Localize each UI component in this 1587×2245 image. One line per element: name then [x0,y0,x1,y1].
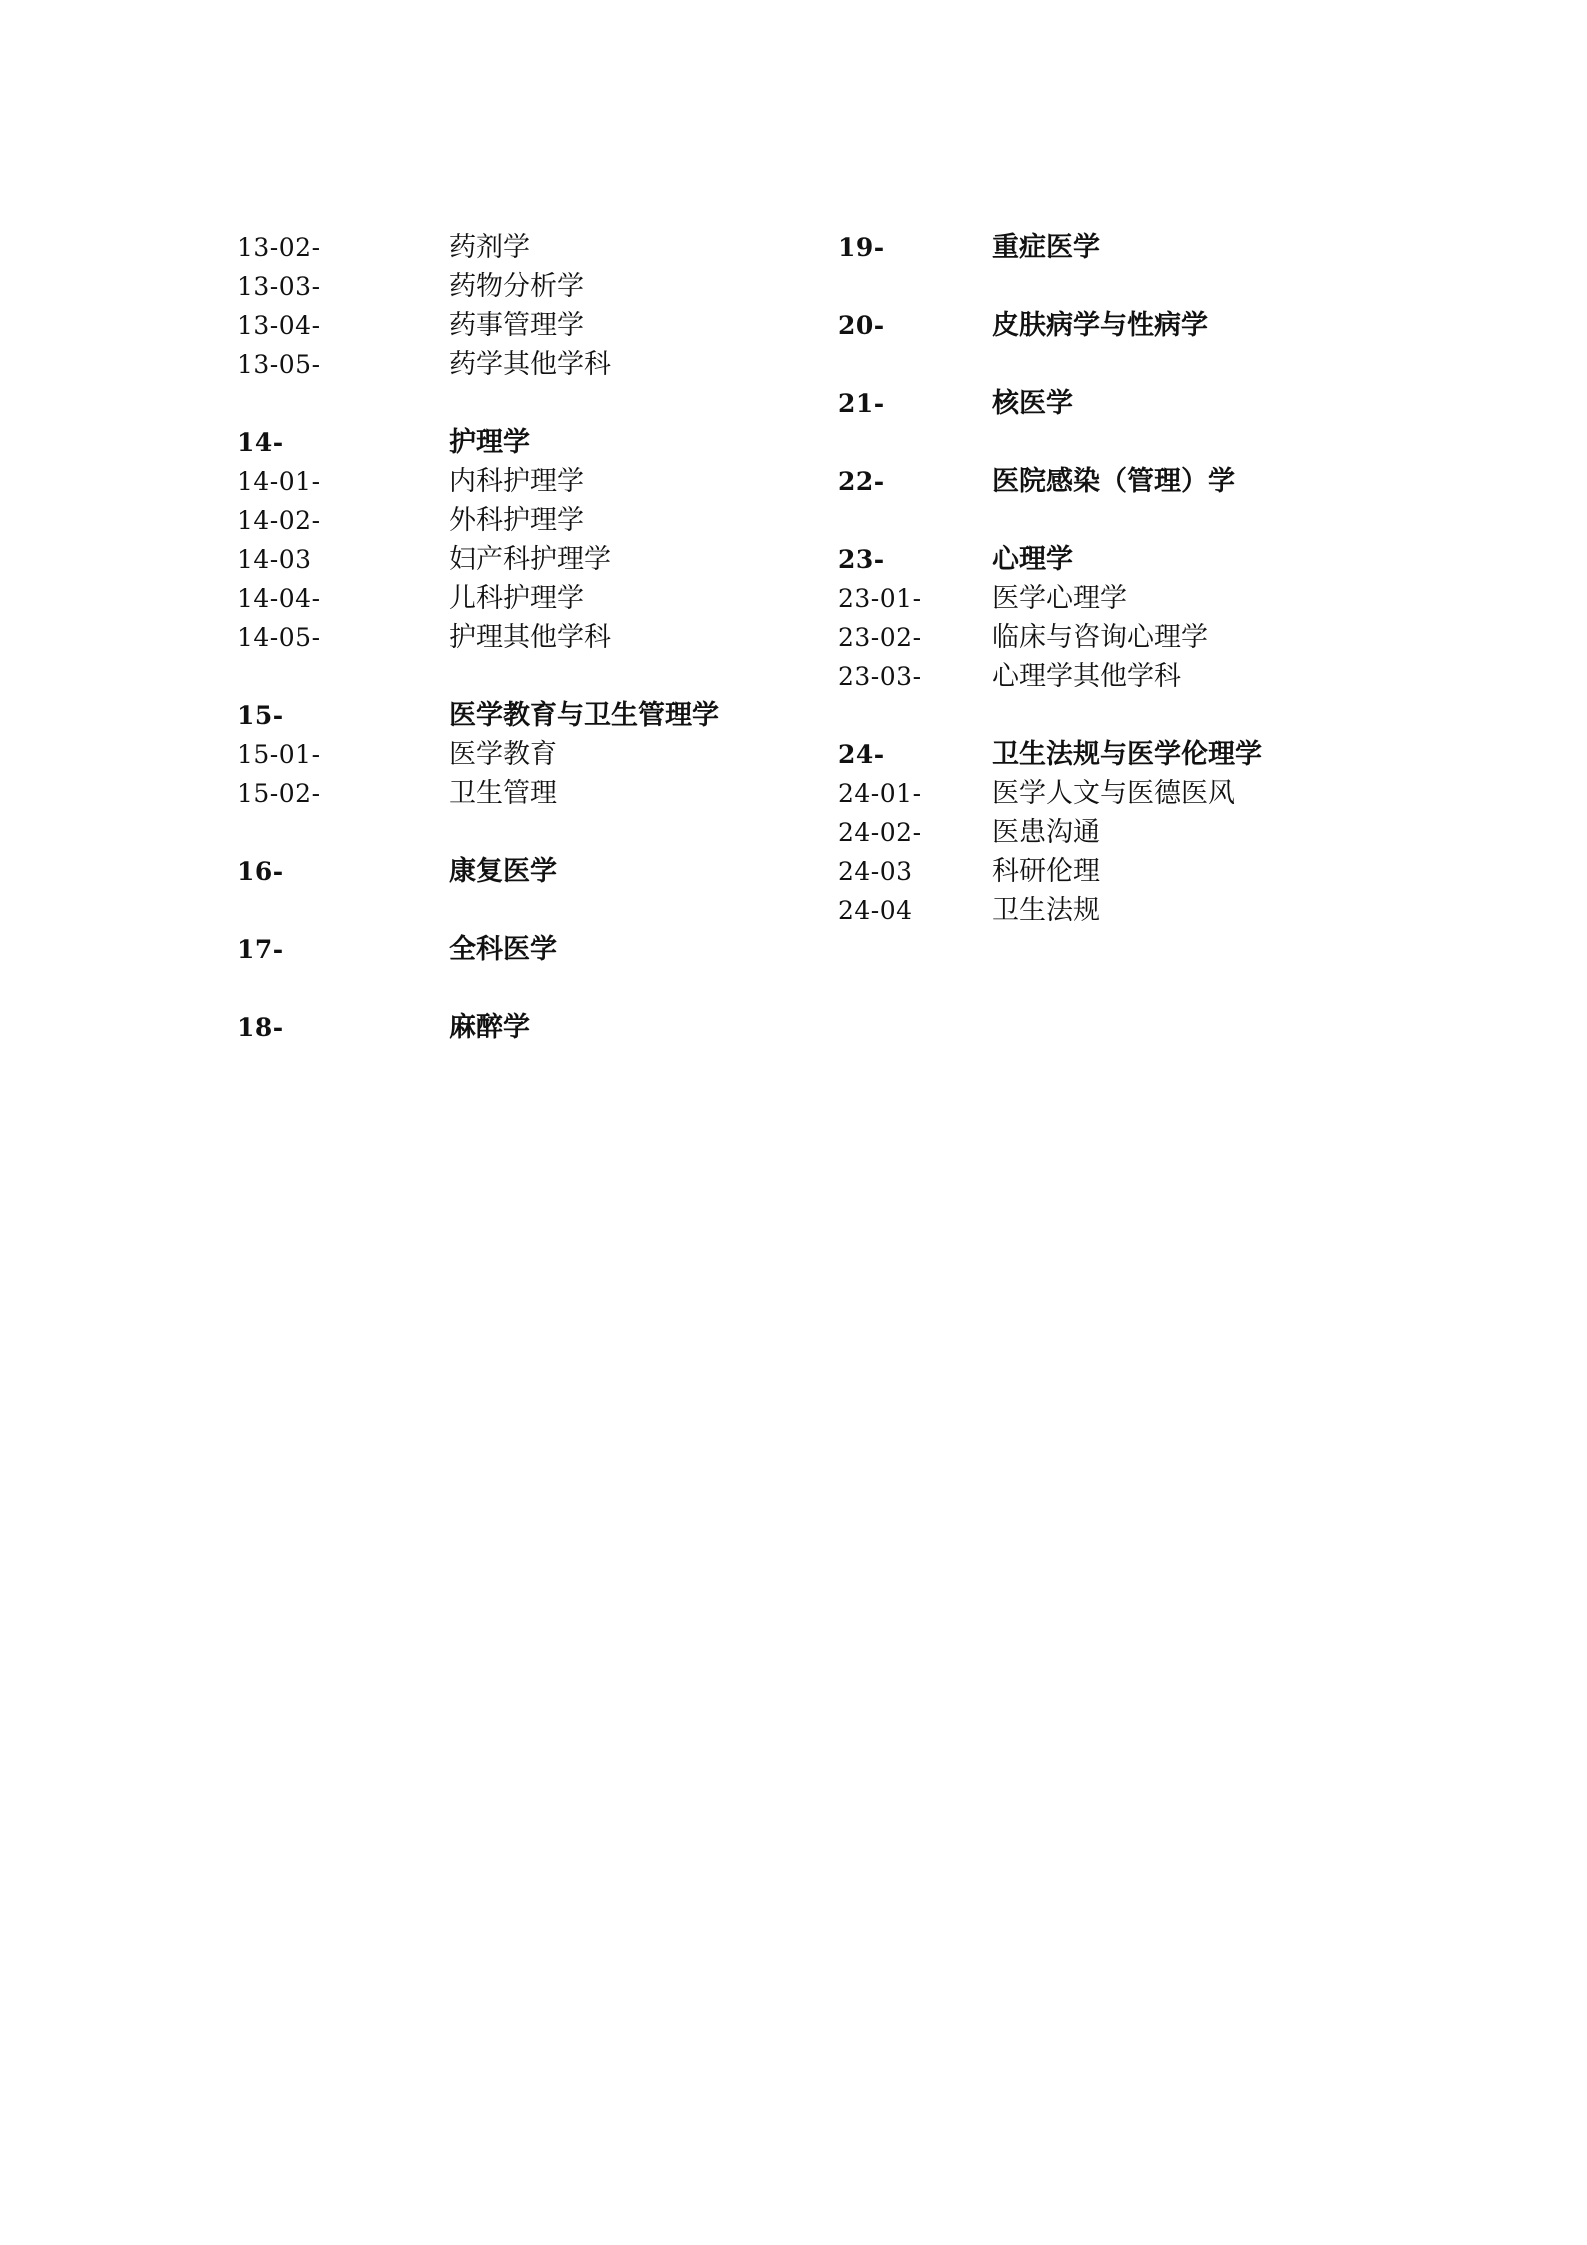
category-code: 18- [237,1013,284,1042]
category-code: 19- [838,233,885,262]
category-code: 17- [237,935,284,964]
category-code: 13-03- [237,272,321,301]
subcategory-item [237,618,797,657]
category-heading [237,423,797,462]
subcategory-item [838,813,1398,852]
category-code: 24-04 [838,896,913,925]
category-name: 科研伦理 [992,856,1100,887]
category-name: 卫生法规与医学伦理学 [992,739,1262,770]
category-code: 23-03- [838,662,922,691]
category-name: 外科护理学 [449,505,584,536]
category-name: 卫生法规 [992,895,1100,926]
category-heading [838,228,1398,267]
subcategory-item [237,735,797,774]
category-name: 卫生管理 [449,778,557,809]
category-code: 14-01- [237,467,321,496]
category-name: 医学人文与医德医风 [992,778,1235,809]
category-name: 重症医学 [992,232,1100,263]
subcategory-item [237,462,797,501]
section-spacer [237,813,797,852]
category-heading [838,540,1398,579]
subcategory-item [838,618,1398,657]
category-name: 药事管理学 [449,310,584,341]
category-name: 临床与咨询心理学 [992,622,1208,653]
left-column [237,228,797,1047]
category-code: 14- [237,428,284,457]
category-code: 15-02- [237,779,321,808]
section-spacer [237,384,797,423]
category-code: 14-04- [237,584,321,613]
category-name: 麻醉学 [449,1012,530,1043]
category-heading [237,852,797,891]
section-spacer [237,891,797,930]
category-code: 23-01- [838,584,922,613]
category-name: 药剂学 [449,232,530,263]
category-heading [237,1008,797,1047]
category-code: 13-05- [237,350,321,379]
category-name: 医学心理学 [992,583,1127,614]
category-name: 康复医学 [449,856,557,887]
subcategory-item [838,579,1398,618]
category-code: 14-05- [237,623,321,652]
category-name: 心理学 [992,544,1073,575]
section-spacer [838,345,1398,384]
section-spacer [237,657,797,696]
category-name: 全科医学 [449,934,557,965]
category-code: 16- [237,857,284,886]
category-code: 24-01- [838,779,922,808]
category-code: 20- [838,311,885,340]
category-name: 护理学 [449,427,530,458]
category-name: 医患沟通 [992,817,1100,848]
category-code: 14-02- [237,506,321,535]
category-code: 22- [838,467,885,496]
category-heading [237,696,797,735]
section-spacer [838,696,1398,735]
subcategory-item [237,228,797,267]
category-heading [237,930,797,969]
category-code: 15- [237,701,284,730]
subcategory-item [237,774,797,813]
category-code: 24-03 [838,857,913,886]
category-name: 药学其他学科 [449,349,611,380]
category-name: 药物分析学 [449,271,584,302]
category-name: 内科护理学 [449,466,584,497]
category-name: 医院感染（管理）学 [992,466,1235,497]
category-code: 23-02- [838,623,922,652]
subcategory-item [237,345,797,384]
section-spacer [237,969,797,1008]
category-code: 13-02- [237,233,321,262]
subcategory-item [237,540,797,579]
section-spacer [838,267,1398,306]
category-code: 23- [838,545,885,574]
subcategory-item [237,306,797,345]
right-column [838,228,1398,930]
category-code: 15-01- [237,740,321,769]
category-name: 儿科护理学 [449,583,584,614]
category-heading [838,735,1398,774]
subcategory-item [237,267,797,306]
category-code: 24- [838,740,885,769]
subcategory-item [838,774,1398,813]
category-heading [838,384,1398,423]
subcategory-item [838,852,1398,891]
category-code: 24-02- [838,818,922,847]
category-name: 妇产科护理学 [449,544,611,575]
category-code: 21- [838,389,885,418]
subcategory-item [237,501,797,540]
section-spacer [838,423,1398,462]
subcategory-item [237,579,797,618]
category-name: 心理学其他学科 [992,661,1181,692]
category-name: 皮肤病学与性病学 [992,310,1208,341]
category-heading [838,306,1398,345]
category-heading [838,462,1398,501]
section-spacer [838,501,1398,540]
subcategory-item [838,657,1398,696]
category-name: 医学教育 [449,739,557,770]
category-name: 护理其他学科 [449,622,611,653]
category-name: 核医学 [992,388,1073,419]
category-code: 14-03 [237,545,312,574]
subcategory-item [838,891,1398,930]
category-name: 医学教育与卫生管理学 [449,700,719,731]
category-code: 13-04- [237,311,321,340]
